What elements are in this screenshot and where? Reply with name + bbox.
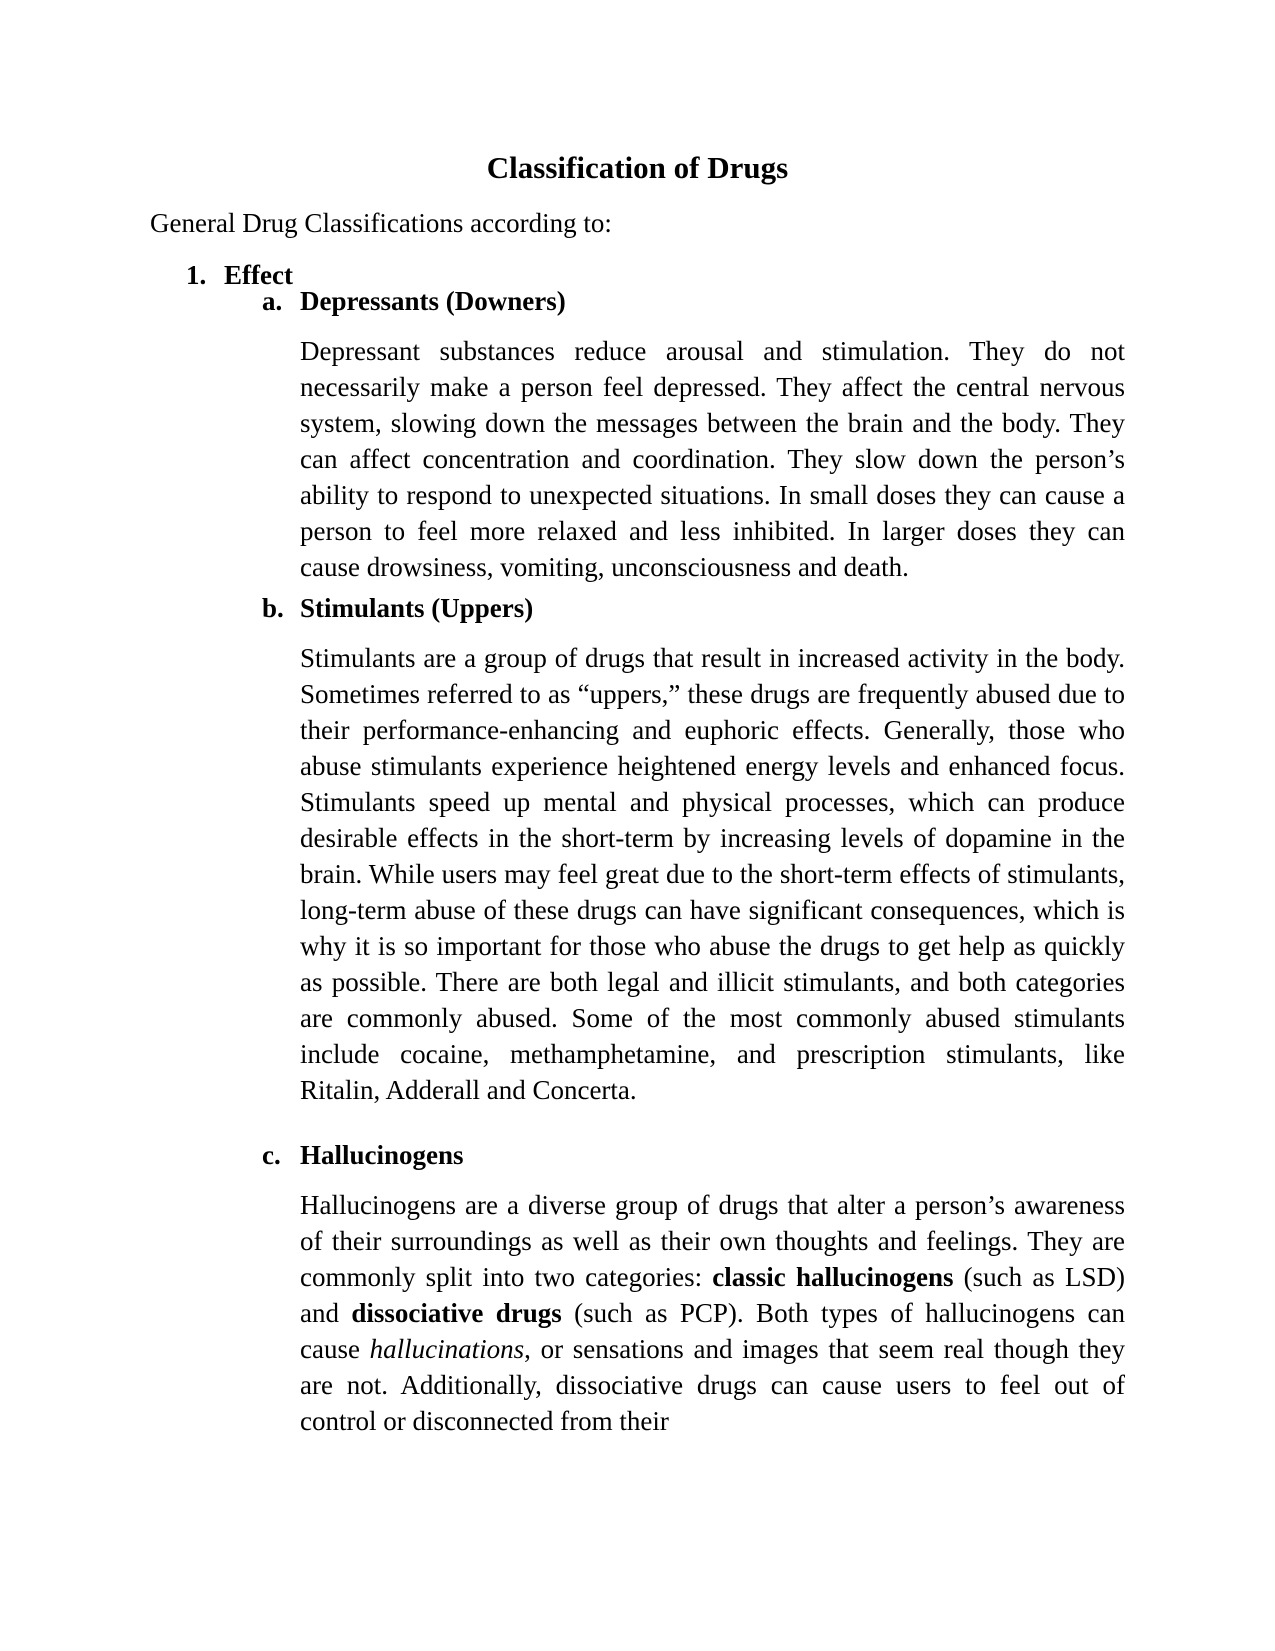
paragraph-hallucinogens bbox=[300, 1187, 1125, 1439]
hallucinogens-text-2: (such as LSD) and bbox=[300, 1262, 1125, 1328]
section-label: Effect bbox=[224, 260, 293, 290]
item-heading: Depressants (Downers) bbox=[300, 286, 566, 316]
paragraph-stimulants: Stimulants are a group of drugs that result in increased activity in the body. Sometimes referred to as “uppers,” these drugs are frequently abused due to their performance-enhancing and euphoric effects. Generally, those who abuse stimulants experience heightened energy levels and enhanced focus. Stimulants speed up mental and physical processes, which can produce desirable effects in the short-term by increasing levels of dopamine in the brain. While users may feel great due to the short-term effects of stimulants, long-term abuse of these drugs can have significant consequences, which is why it is so important for those who abuse the drugs to get help as quickly as possible. There are both legal and illicit stimulants, and both categories are commonly abused. Some of the most commonly abused stimulants include cocaine, methamphetamine, and prescription stimulants, like Ritalin, Adderall and Concerta. bbox=[300, 643, 1125, 1105]
paragraph-depressants: Depressant substances reduce arousal and stimulation. They do not necessarily make a person feel depressed. They affect the central nervous system, slowing down the messages between the brain and the body. They can affect concentration and coordination. They slow down the person’s ability to respond to unexpected situations. In small doses they can cause a person to feel more relaxed and less inhibited. In larger doses they can cause drowsiness, vomiting, unconsciousness and death. bbox=[300, 336, 1125, 582]
item-heading: Stimulants (Uppers) bbox=[300, 593, 534, 623]
item-heading: Hallucinogens bbox=[300, 1140, 464, 1170]
term-hallucinations: hallucinations bbox=[369, 1334, 525, 1364]
section-number: 1. bbox=[186, 260, 207, 290]
page-title: Classification of Drugs bbox=[486, 150, 789, 185]
item-letter: b. bbox=[262, 593, 284, 623]
hallucinogens-text-3: (such as PCP). Both types of hallucinogens can cause bbox=[300, 1298, 1125, 1364]
hallucinogens-text-4: , or sensations and images that seem real though they are not. Additionally, dissociative drugs can cause users to feel out of control or disconnected from their bbox=[300, 1334, 1125, 1436]
intro-text: General Drug Classifications according to: bbox=[150, 208, 612, 238]
hallucinogens-text-1: Hallucinogens are a diverse group of drugs that alter a person’s awareness of their surroundings as well as their own thoughts and feelings. They are commonly split into two categories: bbox=[300, 1190, 1125, 1292]
term-classic-hallucinogens: classic hallucinogens bbox=[712, 1262, 954, 1292]
item-letter: a. bbox=[262, 286, 283, 316]
subheading-stimulants bbox=[262, 590, 533, 626]
subheading-hallucinogens bbox=[262, 1137, 464, 1173]
subheading-depressants bbox=[262, 283, 566, 319]
term-dissociative-drugs: dissociative drugs bbox=[351, 1298, 562, 1328]
item-letter: c. bbox=[262, 1140, 281, 1170]
